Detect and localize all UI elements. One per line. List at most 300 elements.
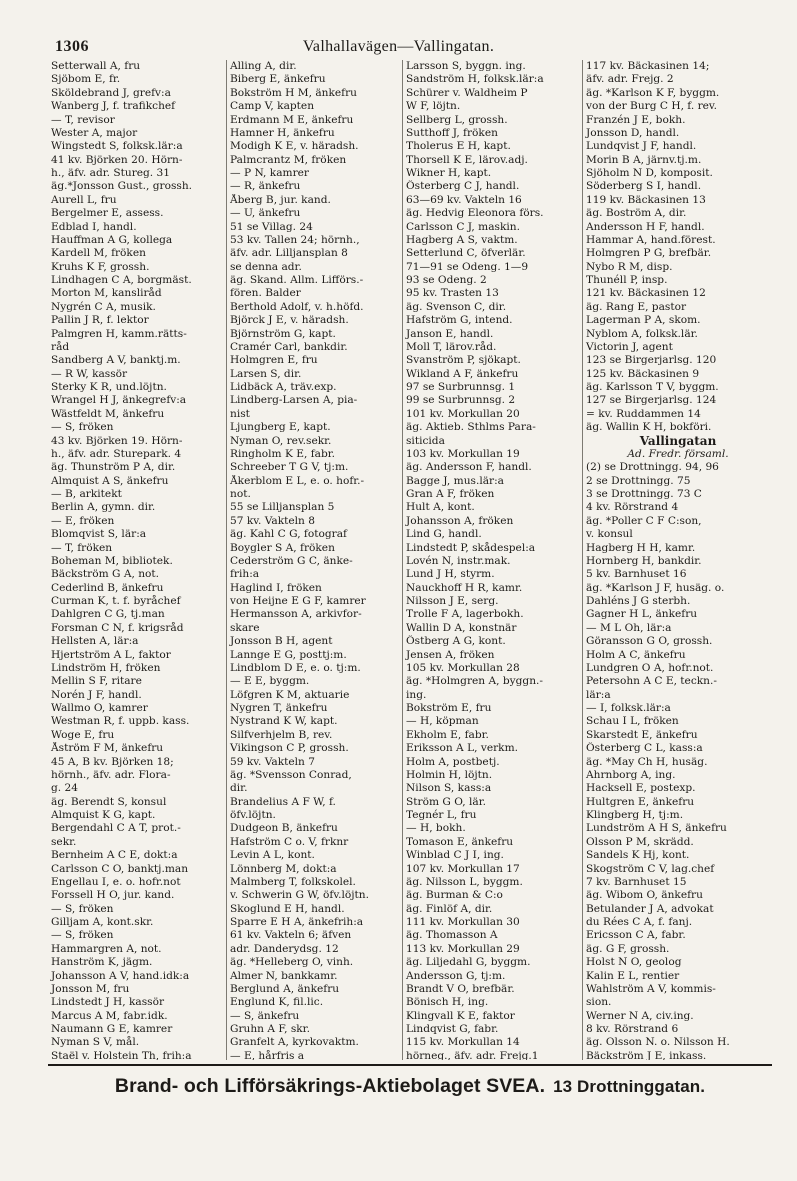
directory-entry: öfv.löjtn. [230,809,276,821]
directory-entry: sekr. [51,835,77,848]
directory-entry: Hanström K, jägm. [51,956,153,969]
directory-entry: Österberg C L, kass:a [586,742,703,755]
directory-entry: äg. Skand. Allm. Lifförs.- [230,274,364,286]
directory-entry: Sköldebrand J, grefv:a [51,86,171,99]
directory-entry: Nilsson J E, serg. [406,595,499,607]
directory-entry: 7 kv. Barnhuset 15 [586,875,687,888]
directory-entry: — I, folksk.lär:a [586,702,671,714]
directory-entry: 115 kv. Morkullan 14 [406,1036,520,1049]
directory-entry: Blomqvist S, lär:a [51,528,147,541]
directory-entry: Ringholm K E, fabr. [230,447,336,460]
directory-column-1 [48,60,226,1060]
advertisement-text: Brand- och Lifförsäkrings-Aktiebolaget SVEA. [114,1075,546,1097]
directory-entry: Morin B A, järnv.tj.m. [586,153,702,166]
directory-entry: — R W, kassör [51,367,128,380]
directory-entry: Nyblom A, folksk.lär. [586,327,698,340]
directory-entry: 53 kv. Tallen 24; hörnh., [230,233,360,246]
directory-entry: Björnström G, kapt. [230,327,336,340]
directory-entry: Jonsson D, handl. [586,126,680,139]
directory-entry: Nygren T, änkefru [230,702,328,714]
directory-entry: Silfverhjelm B, rev. [230,728,333,741]
directory-entry: Wallin D A, konstnär [406,621,517,634]
directory-entry: Hamner H, änkefru [230,126,335,139]
directory-entry: äfv. adr. Frejg. 2 [586,73,674,86]
directory-entry: Hafström G, intend. [406,314,513,327]
directory-entry: Brandt V O, brefbär. [406,982,515,995]
directory-entry: g. 24 [51,782,78,795]
directory-entry: Dahlgren C G, tj.man [51,608,165,621]
directory-entry: 107 kv. Morkullan 17 [406,862,520,875]
directory-entry: Norén J F, handl. [51,688,142,701]
directory-entry: Hjertström A L, faktor [51,648,171,661]
directory-entry: Petersohn A C E, teckn.- [586,675,717,688]
directory-entry: äg. Aktieb. Sthlms Para- [406,421,536,434]
directory-entry: äfv. adr. Lilljansplan 8 [230,247,348,260]
directory-entry: äg. *Holmgren A, byggn.- [406,675,543,688]
directory-entry: Brandelius A F W, f. [230,795,336,808]
directory-entry: Svanström P, sjökapt. [406,354,521,367]
directory-entry: Klingberg H, tj:m. [586,809,684,821]
directory-entry: Lundström A H S, änkefru [586,822,727,835]
directory-entry: Levin A L, kont. [230,849,315,862]
directory-entry: Bokström E, fru [406,702,492,714]
directory-entry: äg. Berendt S, konsul [51,795,167,808]
directory-entry: äg. *Karlson J F, husäg. o. [586,581,725,594]
directory-entry: Westman R, f. uppb. kass. [51,715,190,728]
directory-entry: Andersson H F, handl. [586,220,705,233]
directory-entry: Tegnér L, fru [406,809,477,821]
directory-entry: Betulander J A, advokat [586,902,714,915]
directory-entry: äg. Andersson F, handl. [406,461,532,474]
directory-entry: Hagberg H H, kamr. [586,541,696,554]
directory-entry: — S, änkefru [230,1009,300,1022]
directory-entry: Sandels K Hj, kont. [586,849,690,862]
directory-entry: Jensen A, fröken [406,648,495,661]
directory-entry: — E E, byggm. [230,675,310,688]
directory-entry: = kv. Ruddammen 14 [586,407,701,420]
directory-entry: — H, köpman [406,715,479,728]
directory-entry: — M L Oh, lär:a [586,621,672,634]
directory-entry: 95 kv. Trasten 13 [406,287,499,300]
footer-advertisement [48,1075,772,1098]
directory-entry: Skogström C V, lag.chef [586,862,715,875]
directory-entry: Bergelmer E, assess. [51,207,164,220]
directory-entry: äg. *May Ch H, husäg. [586,755,708,768]
directory-entry: Sellberg L, grossh. [406,113,508,126]
directory-entry: Lovén N, instr.mak. [406,554,511,567]
directory-entry: — T, fröken [51,541,113,554]
directory-entry: Biberg E, änkefru [230,73,326,86]
directory-entry: Setterwall A, fru [51,60,141,72]
directory-entry: 57 kv. Vakteln 8 [230,514,315,527]
directory-entry: 93 se Odeng. 2 [406,274,487,286]
directory-entry: Lindhagen C A, borgmäst. [51,274,192,286]
directory-entry: Vikingson C P, grossh. [230,742,349,755]
directory-entry: Löfgren K M, aktuarie [230,688,350,701]
directory-entry: Setterlund C, öfverlär. [406,247,526,260]
directory-entry: Boygler S A, fröken [230,541,335,554]
directory-entry: ing. [406,688,427,701]
directory-entry: Mellin S F, ritare [51,675,142,688]
directory-entry: Holmgren E, fru [230,354,318,367]
directory-entry: 99 se Surbrunnsg. 2 [406,394,516,407]
directory-entry: — R, änkefru [230,180,301,193]
directory-entry: äg. Wallin K H, bokföri. [586,421,712,434]
directory-entry: äg. G F, grossh. [586,942,670,955]
directory-entry: hörneg., äfv. adr. Frejg.1 [406,1049,539,1060]
directory-entry: Winblad C J I, ing. [406,849,504,862]
directory-entry: Bergendahl C A T, prot.- [51,822,181,835]
directory-entry: Jonsson M, fru [51,982,130,995]
directory-entry: Hellsten A, lär:a [51,635,139,648]
directory-entry: 3 se Drottningg. 73 C [586,488,702,500]
directory-entry: Bernheim A C E, dokt:a [51,849,178,862]
directory-entry: Cederström G C, änke- [230,554,353,567]
directory-entry: Sjöholm N D, komposit. [586,167,713,179]
directory-entry: Forsman C N, f. krigsråd [51,621,184,634]
directory-entry: Nyman O, rev.sekr. [230,434,332,447]
directory-entry: Wester A, major [51,126,138,139]
directory-entry: Edblad I, handl. [51,220,137,233]
directory-entry: Carlsson C J, maskin. [406,220,520,233]
directory-entry: — P N, kamrer [230,167,309,179]
directory-entry: W F, löjtn. [406,100,461,113]
directory-entry: Palmgren H, kamm.rätts- [51,327,187,340]
directory-entry: — B, arkitekt [51,488,122,500]
directory-entry: Berlin A, gymn. dir. [51,501,156,514]
directory-entry: 127 se Birgerjarlsg. 124 [586,394,717,407]
directory-entry: Dudgeon B, änkefru [230,822,338,835]
directory-entry: Staël v. Holstein Th, frih:a [51,1049,192,1060]
directory-entry: Carlsson C O, banktj.man [51,862,189,875]
directory-entry: h., äfv. adr. Stureg. 31 [51,167,171,179]
directory-entry: Nilson S, kass:a [406,782,492,795]
directory-entry: h., äfv. adr. Sturepark. 4 [51,447,182,460]
directory-entry: Söderberg S I, handl. [586,180,702,193]
directory-entry: Haglind I, fröken [230,581,322,594]
directory-entry: 97 se Surbrunnsg. 1 [406,381,516,393]
directory-entry: Ericsson C A, fabr. [586,929,686,942]
directory-entry: 59 kv. Vakteln 7 [230,755,315,768]
directory-entry: fören. Balder [230,287,301,300]
directory-entry: Östberg A G, kont. [406,635,506,648]
directory-entry: 111 kv. Morkullan 30 [406,916,520,928]
directory-entry: Nystrand K W, kapt. [230,715,338,728]
directory-entry: Schürer v. Waldheim P [406,86,528,99]
directory-entry: Almquist K G, kapt. [51,809,156,821]
directory-entry: Gagner H L, änkefru [586,608,698,621]
directory-column-2 [226,60,403,1060]
directory-entry: lär:a [586,688,611,701]
directory-entry: Gruhn A F, skr. [230,1023,310,1035]
directory-entry: Schau I L, fröken [586,715,679,728]
directory-entry: äg. Thomasson A [406,929,498,942]
directory-entry: äg. *Svensson Conrad, [230,768,352,781]
directory-entry: Österberg C J, handl. [406,180,520,193]
directory-entry: Kalin E L, rentier [586,969,680,982]
directory-entry: — S, fröken [51,421,114,434]
advertisement-address: 13 Drottninggatan. [553,1077,706,1096]
directory-entry: Johansson A V, hand.idk:a [51,969,190,982]
directory-entry: 61 kv. Vakteln 6; äfven [230,929,352,942]
directory-entry: Nauckhoff H R, kamr. [406,581,523,594]
directory-entry: äg. Burman & C:o [406,889,503,902]
directory-entry: Tholerus E H, kapt. [406,140,511,153]
directory-entry: äg. Boström A, dir. [586,207,687,220]
directory-entry: — U, änkefru [230,207,301,220]
directory-entry: 2 se Drottningg. 75 [586,474,691,487]
directory-entry: 123 se Birgerjarlsg. 120 [586,354,717,367]
directory-entry: Almquist A S, änkefru [51,474,169,487]
directory-entry: Wikner H, kapt. [406,167,492,179]
directory-entry: 119 kv. Bäckasinen 13 [586,193,706,206]
directory-entry: Hauffman A G, kollega [51,233,173,246]
directory-entry: Morton M, kanslіråd [51,287,162,300]
directory-entry: Sjöbom E, fr. [51,73,121,86]
directory-entry: Andersson G, tj:m. [406,969,506,982]
directory-entry: Hacksell E, postexp. [586,782,696,795]
directory-entry: 121 kv. Bäckasinen 12 [586,287,706,300]
directory-column-3 [402,60,583,1060]
directory-entry: Malmberg T, folkskolel. [230,875,356,888]
directory-entry: Kruhs K F, grossh. [51,260,150,273]
directory-entry: (2) se Drottningg. 94, 96 [586,461,719,474]
directory-entry: Göransson G O, grossh. [586,635,713,648]
directory-entry: — S, fröken [51,929,114,942]
directory-entry: Holm A C, änkefru [586,648,686,661]
directory-entry: äg. Liljedahl G, byggm. [406,956,531,969]
directory-entry: äg. Rang E, pastor [586,300,687,313]
directory-entry: Holm A, postbetj. [406,755,500,768]
directory-entry: Lindberg-Larsen A, pia- [230,394,358,407]
directory-entry: Wallmo O, kamrer [51,702,148,714]
directory-entry: Lönnberg M, dokt:a [230,862,337,875]
directory-entry: — E, fröken [51,514,115,527]
directory-entry: Gilljam A, kont.skr. [51,916,154,928]
directory-entry: Lindblom D E, e. o. tj:m. [230,661,361,674]
directory-entry: äg. Finlöf A, dir. [406,902,493,915]
directory-entry: Lind G, handl. [406,528,482,541]
directory-entry: Bäckström G A, not. [51,568,160,581]
directory-entry: Bönisch H, ing. [406,996,489,1009]
directory-entry: Marcus A M, fabr.idk. [51,1009,168,1022]
directory-entry: Skarstedt E, änkefru [586,728,698,741]
directory-entry: äg. Thunström P A, dir. [51,461,176,474]
directory-entry: Berglund A, änkefru [230,982,340,995]
directory-entry: Lidbäck A, träv.exp. [230,381,337,393]
directory-entry: not. [230,488,251,500]
directory-entry: 5 kv. Barnhuset 16 [586,568,687,581]
directory-entry: Skoglund E H, handl. [230,902,345,915]
directory-entry: Granfelt A, kyrkovaktm. [230,1036,359,1049]
directory-entry: Schreeber T G V, tj:m. [230,461,349,474]
directory-entry: Hammar A, hand.förest. [586,233,716,246]
directory-entry: Lindstedt P, skådespel:a [406,541,536,554]
directory-entry: Lundgren O A, hofr.not. [586,661,714,674]
directory-entry: Tomason E, änkefru [406,835,514,848]
directory-entry: äg.*Jonsson Gust., grossh. [51,180,193,193]
directory-entry: adr. Danderydsg. 12 [230,942,339,955]
parish-subheading: Ad. Fredr. församl. [627,447,729,460]
directory-entry: Gran A F, fröken [406,488,495,500]
directory-entry: Palmcrantz M, fröken [230,153,347,166]
directory-entry: 71—91 se Odeng. 1—9 [406,260,529,273]
directory-entry: Åkerblom E L, e. o. hofr.- [230,474,365,487]
directory-entry: Ahrnborg A, ing. [586,768,676,781]
directory-entry: Holmgren P G, brefbär. [586,247,712,260]
directory-entry: Berthold Adolf, v. h.höfd. [230,300,364,313]
directory-entry: äg. *Helleberg O, vinh. [230,956,354,969]
directory-entry: Pallin J R, f. lektor [51,314,149,327]
directory-entry: Hultgren E, änkefru [586,795,695,808]
directory-entry: Lannge E G, posttj:m. [230,648,347,661]
directory-entry: Wahlström A V, kommis- [586,982,716,995]
directory-entry: se denna adr. [230,260,302,273]
directory-entry: Olsson P M, skrädd. [586,835,694,848]
directory-entry: Englund K, fil.lic. [230,996,324,1009]
directory-entry: Wikland A F, änkefru [406,367,519,380]
directory-entry: Åberg B, jur. kand. [230,193,331,206]
directory-entry: äg. Hedvig Eleonora förs. [406,207,544,220]
directory-entry: Bäckström J E, inkass. [586,1049,707,1060]
directory-entry: äg. *Karlson K F, byggm. [586,86,720,99]
directory-entry: 103 kv. Morkullan 19 [406,447,520,460]
directory-entry: Erdmann M E, änkefru [230,113,354,126]
footer-rule [48,1064,772,1066]
directory-entry: Alling A, dir. [230,60,297,72]
directory-entry: Cederlind B, änkefru [51,581,164,594]
directory-entry: frih:a [230,568,260,581]
directory-entry: sion. [586,996,612,1009]
directory-entry: Dahléns J G sterbh. [586,595,691,607]
directory-entry: Klingvall K E, faktor [406,1009,515,1022]
directory-entry: hörnh., äfv. adr. Flora- [51,768,171,781]
directory-entry: Franzén J E, bokh. [586,113,686,126]
directory-entry: von der Burg C H, f. rev. [586,100,718,113]
directory-entry: — T, revisor [51,113,115,126]
directory-entry: Holmin H, löjtn. [406,768,493,781]
directory-entry: Björck J E, v. häradsh. [230,314,349,327]
page-number: 1306 [55,38,89,55]
directory-entry: dir. [230,782,248,795]
directory-entry: 43 kv. Björken 19. Hörn- [51,434,183,447]
street-heading: Vallingatan [639,434,717,448]
directory-entry: Ljungberg E, kapt. [230,421,331,434]
directory-entry: Sutthoff J, fröken [406,126,498,139]
directory-entry: Victorin J, agent [586,340,673,353]
directory-entry: råd [51,340,70,353]
directory-entry: Hult A, kont. [406,501,475,514]
directory-entry: äg. Wibom O, änkefru [586,889,703,902]
directory-entry: siticida [406,434,445,447]
directory-entry: Wingstedt S, folksk.lär:a [51,140,183,153]
directory-entry: Johansson A, fröken [406,514,514,527]
directory-entry: Forssell H O, jur. kand. [51,889,175,902]
directory-entry: Wrangel H J, änkegrefv:a [51,394,187,407]
directory-entry: Ström G O, lär. [406,795,486,808]
directory-entry: Modigh K E, v. häradsh. [230,140,359,153]
directory-entry: Curman K, t. f. byråchef [51,595,181,607]
directory-entry: Larsson S, byggn. ing. [406,60,526,72]
directory-entry: Holst N O, geolog [586,956,682,969]
directory-entry: Bagge J, mus.lär:a [406,474,504,487]
directory-entry: Larsen S, dir. [230,367,302,380]
directory-entry: Kardell M, fröken [51,247,146,260]
directory-entry: Naumann G E, kamrer [51,1023,173,1035]
directory-entry: Almer N, bankkamr. [230,969,338,982]
directory-entry: Lindstedt J H, kassör [51,996,165,1009]
directory-entry: Woge E, fru [51,728,115,741]
directory-entry: 113 kv. Morkullan 29 [406,942,520,955]
running-head: Valhallavägen—Vallingatan. [302,38,495,55]
directory-entry: 117 kv. Bäckasinen 14; [586,60,710,72]
directory-entry: äg. Olsson N. o. Nilsson H. [586,1036,730,1049]
directory-entry: v. Schwerin G W, öfv.löjtn. [230,889,369,902]
directory-entry: Ekholm E, fabr. [406,728,489,741]
directory-entry: 51 se Villag. 24 [230,220,313,233]
directory-entry: 125 kv. Bäckasinen 9 [586,367,700,380]
directory-entry: — H, bokh. [406,822,466,835]
directory-entry: Lindqvist G, fabr. [406,1023,499,1035]
directory-entry: 45 A, B kv. Björken 18; [51,755,174,768]
directory-entry: Janson E, handl. [406,327,494,340]
directory-entry: Hornberg H, bankdir. [586,554,702,567]
directory-entry: Moll T, lärov.råd. [406,340,497,353]
directory-entry: Hammargren A, not. [51,942,162,955]
directory-entry: 4 kv. Rörstrand 4 [586,501,679,514]
directory-entry: äg. Svenson C, dir. [406,300,507,313]
directory-entry: nist [230,407,250,420]
directory-columns [48,60,772,1060]
directory-entry: — E, hårfris a [230,1049,305,1060]
directory-entry: Jonsson B H, agent [230,635,333,648]
directory-entry: 63—69 kv. Vakteln 16 [406,193,522,206]
directory-entry: Sparre E H A, änkefrih:a [230,916,364,928]
directory-entry: Nyman S V, mål. [51,1036,140,1049]
directory-column-4 [582,60,773,1060]
directory-entry: Werner N A, civ.ing. [586,1009,694,1022]
directory-entry: Boheman M, bibliotek. [51,554,173,567]
directory-entry: 41 kv. Björken 20. Hörn- [51,153,183,166]
directory-entry: Hafström C o. V, frknr [230,835,349,848]
directory-entry: äg. Nilsson L, byggm. [406,875,523,888]
directory-entry: 101 kv. Morkullan 20 [406,407,520,420]
directory-entry: Engellau I, e. o. hofr.not [51,875,181,888]
directory-entry: Cramér Carl, bankdir. [230,340,348,353]
directory-entry: Hermansson A, arkivfor- [230,608,362,621]
directory-entry: Hagberg A S, vaktm. [406,233,518,246]
directory-entry: — S, fröken [51,902,114,915]
directory-entry: Nygrén C A, musik. [51,300,156,313]
directory-entry: 8 kv. Rörstrand 6 [586,1023,679,1035]
directory-entry: Sterky K R, und.löjtn. [51,381,167,393]
directory-entry: Trolle F A, lagerbokh. [406,608,524,621]
directory-entry: von Heijne E G F, kamrer [230,595,366,607]
directory-entry: äg. Kahl C G, fotograf [230,528,347,541]
directory-entry: Åström F M, änkefru [51,742,164,755]
directory-entry: skare [230,621,260,634]
directory-entry: Sandström H, folksk.lär:a [406,73,544,86]
directory-entry: du Rées C A, f. fanj. [586,916,693,928]
directory-entry: Thunéll P, insp. [586,274,668,286]
directory-entry: Eriksson A L, verkm. [406,742,518,755]
directory-entry: Aurell L, fru [51,193,117,206]
directory-entry: äg. *Poller C F C:son, [586,514,702,527]
directory-entry: Lundqvist J F, handl. [586,140,697,153]
directory-entry: Lund J H, styrm. [406,568,495,581]
directory-entry: Nybo R M, disp. [586,260,673,273]
directory-entry: Sandberg A V, banktj.m. [51,354,181,367]
